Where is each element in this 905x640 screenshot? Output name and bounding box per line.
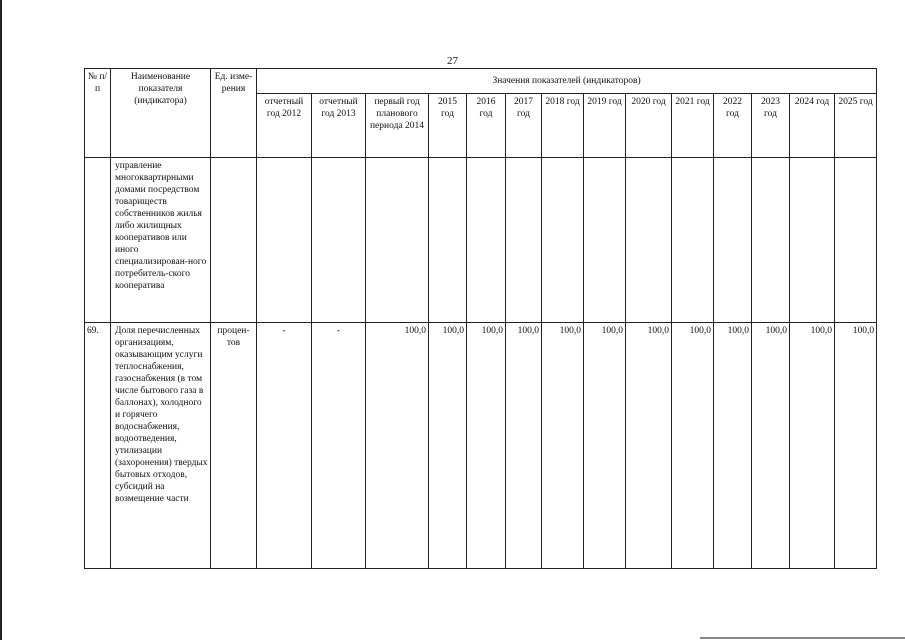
row-unit xyxy=(211,158,257,323)
row-num xyxy=(85,158,111,323)
row-value xyxy=(626,158,672,323)
header-col: 2017 год xyxy=(506,94,542,158)
row-value: 100,0 xyxy=(429,323,467,569)
scan-bottom-edge xyxy=(700,637,905,639)
row-value xyxy=(506,158,542,323)
header-col: первый год планового периода 2014 xyxy=(366,94,429,158)
header-name: Наименование показателя (индикатора) xyxy=(111,69,211,158)
table-row xyxy=(85,158,877,323)
row-value: - xyxy=(312,323,366,569)
row-num: 69. xyxy=(85,323,111,569)
row-value xyxy=(542,158,584,323)
row-value xyxy=(672,158,714,323)
header-col: 2024 год xyxy=(790,94,835,158)
row-value: 100,0 xyxy=(790,323,835,569)
header-values-group: Значения показателей (индикаторов) xyxy=(257,69,877,94)
row-value: 100,0 xyxy=(542,323,584,569)
row-value xyxy=(584,158,626,323)
row-value xyxy=(752,158,790,323)
row-value xyxy=(429,158,467,323)
row-value: 100,0 xyxy=(467,323,506,569)
header-col: 2019 год xyxy=(584,94,626,158)
page-number: 27 xyxy=(447,55,458,67)
header-col: 2020 год xyxy=(626,94,672,158)
row-value: - xyxy=(257,323,312,569)
header-col: отчетный год 2012 xyxy=(257,94,312,158)
row-value xyxy=(835,158,877,323)
row-value xyxy=(714,158,752,323)
row-value: 100,0 xyxy=(672,323,714,569)
header-row-top xyxy=(85,69,877,94)
row-value xyxy=(366,158,429,323)
header-col: отчетный год 2013 xyxy=(312,94,366,158)
row-value xyxy=(312,158,366,323)
header-num: № п/п xyxy=(85,69,111,158)
header-col: 2021 год xyxy=(672,94,714,158)
table-row xyxy=(85,323,877,569)
header-col: 2025 год xyxy=(835,94,877,158)
row-value xyxy=(790,158,835,323)
row-value: 100,0 xyxy=(752,323,790,569)
row-value: 100,0 xyxy=(506,323,542,569)
row-value: 100,0 xyxy=(714,323,752,569)
header-col: 2016 год xyxy=(467,94,506,158)
row-value: 100,0 xyxy=(626,323,672,569)
header-unit: Ед. изме-рения xyxy=(211,69,257,158)
header-col: 2018 год xyxy=(542,94,584,158)
indicators-table xyxy=(84,68,877,569)
row-value: 100,0 xyxy=(366,323,429,569)
row-value: 100,0 xyxy=(584,323,626,569)
header-col: 2023 год xyxy=(752,94,790,158)
scan-left-edge xyxy=(0,0,2,640)
row-name: Доля перечисленных организациям, оказывающим услуги теплоснабжения, газоснабжения (в том числе бытового газа в баллонах), холодного и горячего водоснабжения, водоотведения, утилизации (захоронения) твердых бытовых отходов, субсидий на возмещение части xyxy=(111,323,211,569)
row-value xyxy=(467,158,506,323)
header-col: 2022 год xyxy=(714,94,752,158)
row-name: управление многоквартирными домами посредством товариществ собственников жилья либо жилищных кооперативов или иного специализирован-ного потребитель-ского кооператива xyxy=(111,158,211,323)
header-col: 2015 год xyxy=(429,94,467,158)
row-value xyxy=(257,158,312,323)
row-value: 100,0 xyxy=(835,323,877,569)
row-unit: процен-тов xyxy=(211,323,257,569)
